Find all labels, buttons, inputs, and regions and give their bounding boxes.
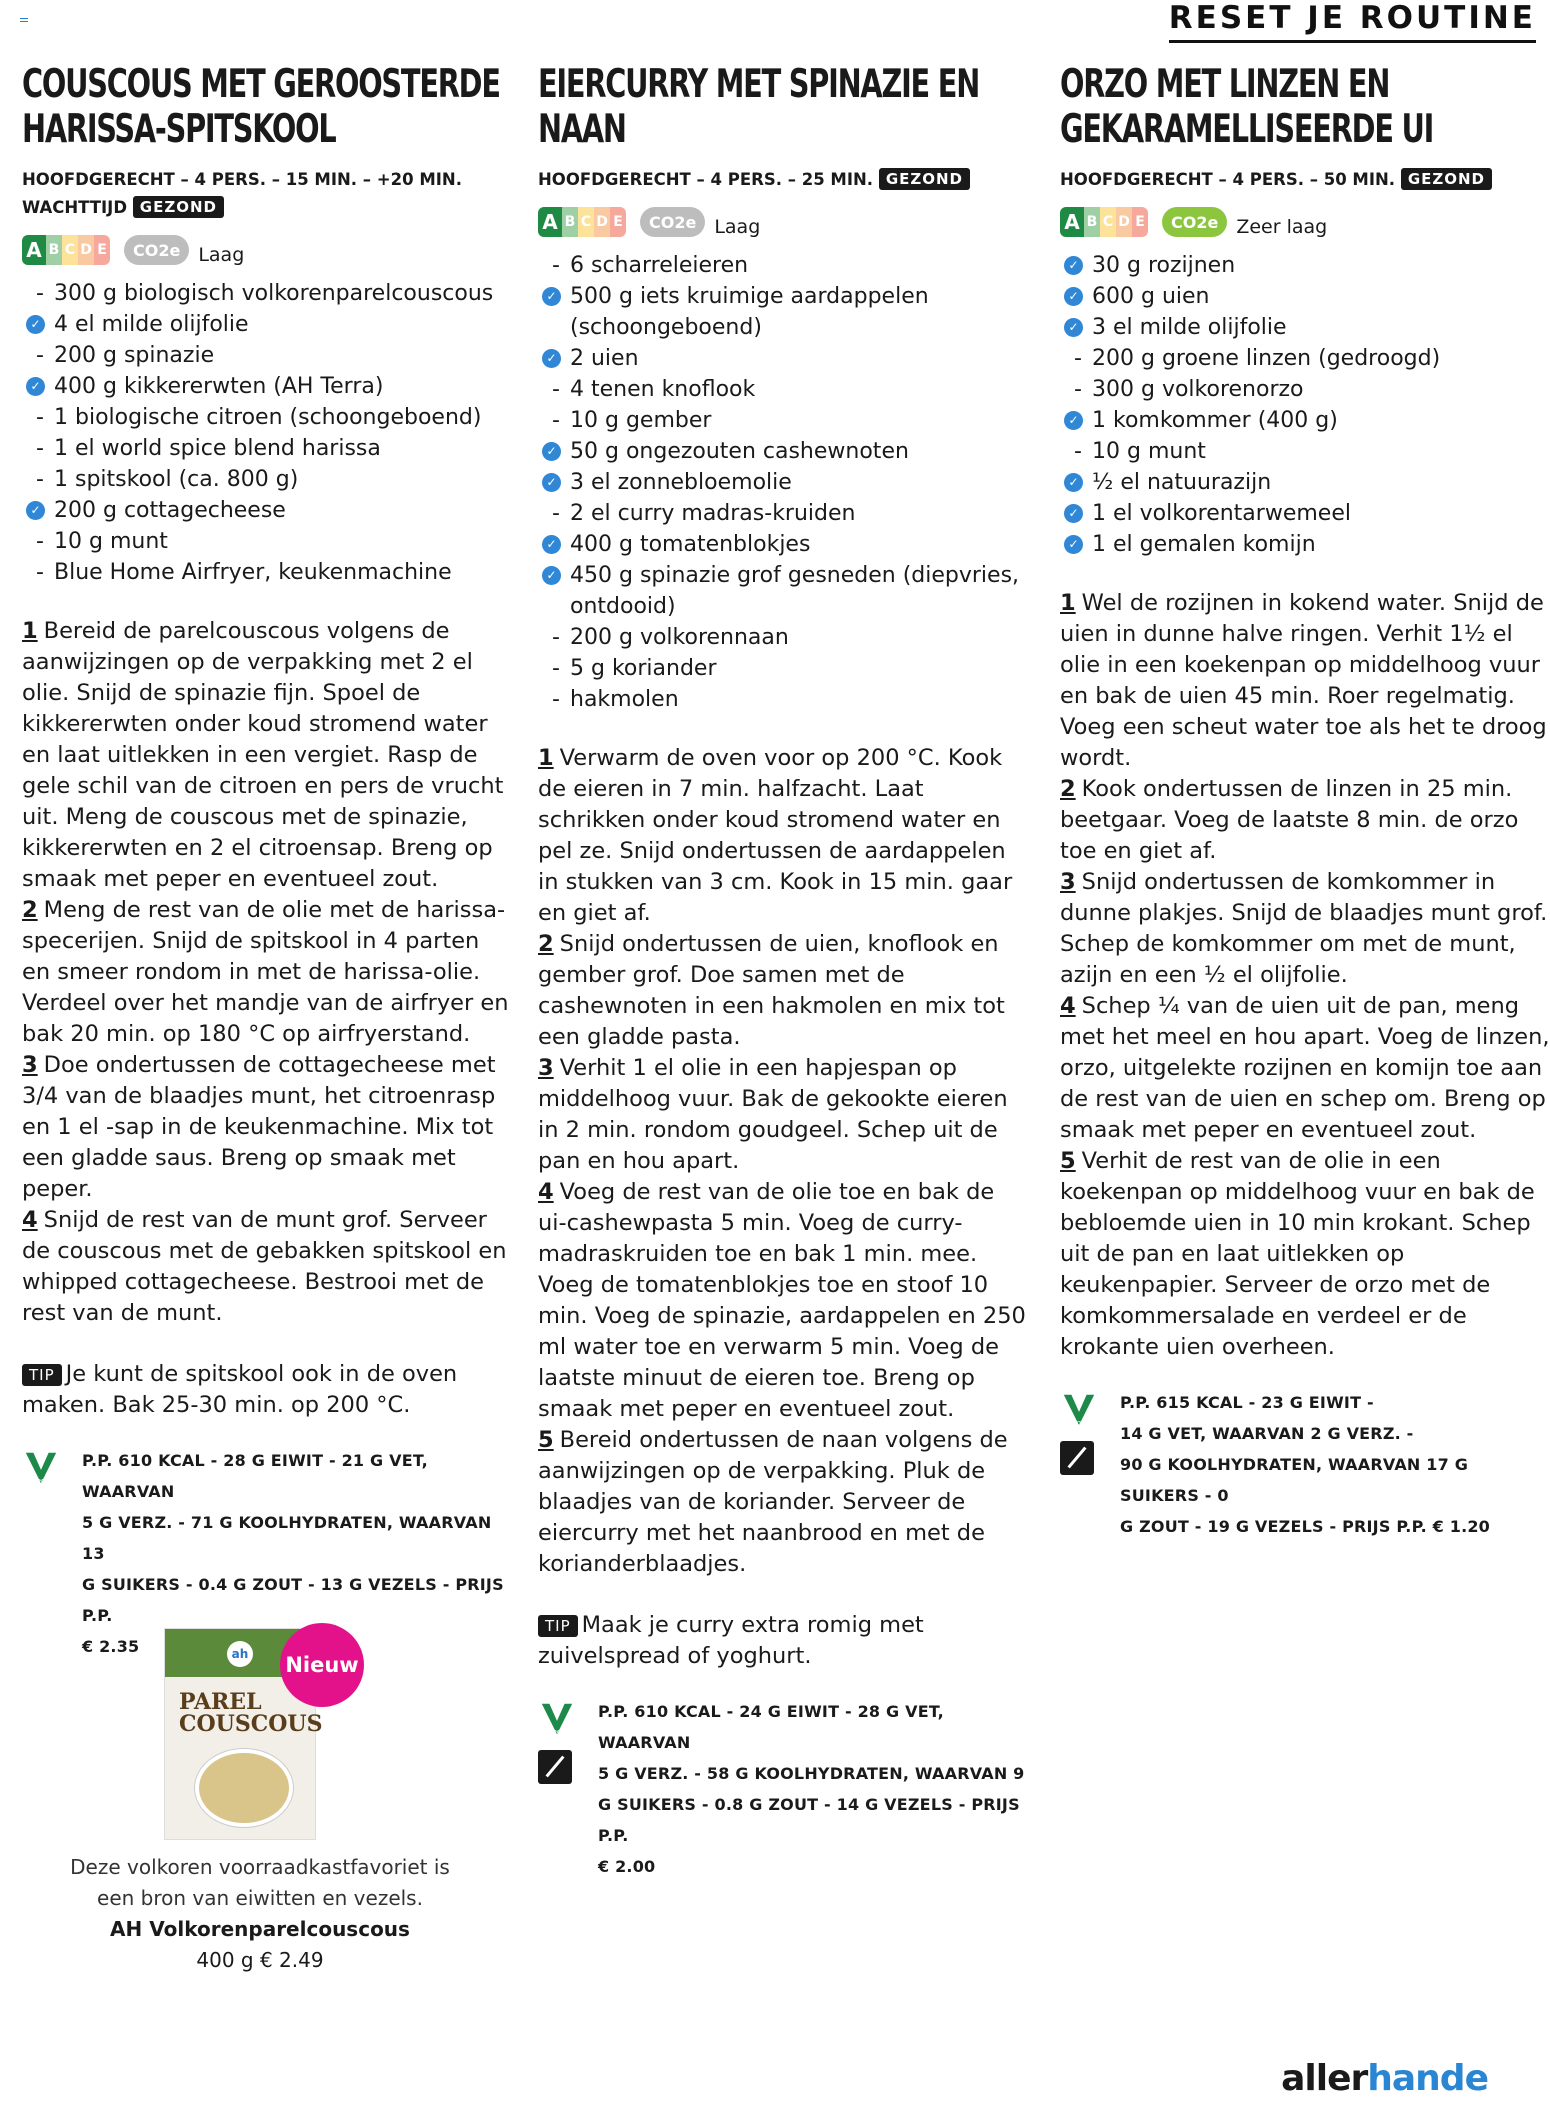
- step: 5 Bereid ondertussen de naan volgens de aanwijzingen op de verpakking. Pluk de blaadjes van de koriander. Serveer de eiercurry met het naanbrood en met de korianderblaadjes.: [538, 1427, 1008, 1577]
- gluten-free-icon: [538, 1750, 572, 1784]
- step: 3 Verhit 1 el olie in een hapjespan op middelhoog vuur. Bak de gekookte eieren in 2 min. rondom goudgeel. Schep uit de pan en hou apart.: [538, 1055, 1008, 1174]
- ingredient: ✓ 4 el milde olijfolie: [22, 309, 512, 340]
- co2-label: Laag: [198, 244, 245, 266]
- steps: [1060, 588, 1550, 1363]
- tip-badge: TIP: [538, 1615, 578, 1637]
- step: 2 Snijd ondertussen de uien, knoflook en gember grof. Doe samen met de cashewnoten in een hakmolen en mix tot een gladde pasta.: [538, 931, 1005, 1050]
- recipe-title: ORZO MET LINZEN EN GEKARAMELLISEERDE UI: [1060, 62, 1434, 152]
- ingredient: ✓ 2 uien: [538, 343, 1028, 374]
- ingredient: - 200 g groene linzen (gedroogd): [1074, 346, 1441, 371]
- basic-icon: ✓: [26, 315, 45, 334]
- co2-cloud-icon: CO2e: [124, 235, 189, 265]
- ingredient: ✓ 1 komkommer (400 g): [1060, 405, 1550, 436]
- ingredient: ✓ 3 el milde olijfolie: [1060, 312, 1550, 343]
- basic-icon: ✓: [542, 442, 561, 461]
- product-price: 400 g € 2.49: [196, 1948, 324, 1972]
- ingredient: - Blue Home Airfryer, keukenmachine: [36, 560, 452, 585]
- vega-icon: [538, 1700, 576, 1738]
- ingredient: ✓ 200 g cottagecheese: [22, 495, 512, 526]
- basic-icon: ✓: [26, 377, 45, 396]
- co2-cloud-icon: CO2e: [640, 207, 705, 237]
- steps: [22, 616, 512, 1329]
- allerhande-logo: allerhande: [1281, 2058, 1488, 2099]
- vega-icon: [22, 1449, 60, 1487]
- basic-icon: ✓: [1064, 256, 1083, 275]
- ingredient: - 6 scharreleieren: [552, 253, 749, 278]
- corner-mark: [20, 18, 28, 23]
- co2-label: Zeer laag: [1236, 216, 1328, 238]
- basic-icon: ✓: [26, 501, 45, 520]
- step: 2 Kook ondertussen de linzen in 25 min. beetgaar. Voeg de laatste 8 min. de orzo toe en giet af.: [1060, 776, 1519, 864]
- nutrition-info: Vegan P.P. 615 KCAL - 23 G EIWIT - 14 G VET, WAARVAN 2 G VERZ. - 90 G KOOLHYDRATEN, WAARVAN 17 G SUIKERS - 0 G ZOUT - 19 G VEZELS - PRIJS P.P. € 1.20: [1060, 1387, 1550, 1542]
- recipe-eiercurry: [538, 62, 1028, 1882]
- step: 1 Wel de rozijnen in kokend water. Snijd de uien in dunne halve ringen. Verhit 1½ el olie in een koekenpan op middelhoog vuur en bak de uien 45 min. Roer regelmatig. Voeg een scheut water toe als het te droog wordt.: [1060, 590, 1547, 771]
- recipe-meta: HOOFDGERECHT – 4 PERS. – 50 MIN. GEZOND: [1060, 166, 1550, 194]
- vegan-icon: [1060, 1391, 1098, 1429]
- ingredient: ✓ 30 g rozijnen: [1060, 250, 1550, 281]
- nutri-score-icon: A B C D E: [1060, 207, 1148, 237]
- new-badge: Nieuw: [280, 1623, 364, 1707]
- ingredient: ✓ 1 el gemalen komijn: [1060, 529, 1550, 560]
- nutrition-info: Vega P.P. 610 KCAL - 24 G EIWIT - 28 G VET, WAARVAN 5 G VERZ. - 58 G KOOLHYDRATEN, WAARVAN 9 G SUIKERS - 0.8 G ZOUT - 14 G VEZELS - PRIJS P.P. € 2.00: [538, 1696, 1028, 1882]
- score-row: [1060, 204, 1550, 240]
- basic-icon: ✓: [1064, 504, 1083, 523]
- step: 1 Bereid de parelcouscous volgens de aanwijzingen op de verpakking met 2 el olie. Snijd de spinazie fijn. Spoel de kikkererwten onder koud stromend water en laat uitlekken in een vergiet. Rasp de gele schil van de citroen en pers de vrucht uit. Meng de couscous met de spinazie, kikkererwten en 2 el citroensap. Breng op smaak met peper en eventueel zout.: [22, 618, 504, 892]
- step: 2 Meng de rest van de olie met de harissa-specerijen. Snijd de spitskool in 4 parten en smeer rondom in met de harissa-olie. Verdeel over het mandje van de airfryer en bak 20 min. op 180 °C op airfryerstand.: [22, 897, 509, 1047]
- recipe-title: EIERCURRY MET SPINAZIE EN NAAN: [538, 62, 980, 152]
- co2-cloud-icon: CO2e: [1162, 207, 1227, 237]
- ingredient: - 1 spitskool (ca. 800 g): [36, 467, 299, 492]
- product-name: AH Volkorenparelcouscous: [110, 1917, 410, 1941]
- step: 1 Verwarm de oven voor op 200 °C. Kook de eieren in 7 min. halfzacht. Laat schrikken onder koud stromend water en pel ze. Snijd ondertussen de aardappelen in stukken van 3 cm. Kook in 15 min. gaar en giet af.: [538, 745, 1013, 926]
- nutri-score-icon: A B C D E: [22, 235, 110, 265]
- ingredient: - 300 g biologisch volkorenparelcouscous: [36, 281, 494, 306]
- ingredient: - 200 g spinazie: [36, 343, 215, 368]
- section-title: RESET JE ROUTINE: [1169, 0, 1536, 43]
- basic-icon: ✓: [542, 566, 561, 585]
- gezond-badge: GEZOND: [1401, 168, 1492, 190]
- basic-icon: ✓: [1064, 318, 1083, 337]
- nutrition-info: Vega P.P. 610 KCAL - 28 G EIWIT - 21 G VET, WAARVAN 5 G VERZ. - 71 G KOOLHYDRATEN, WAARVAN 13 G SUIKERS - 0.4 G ZOUT - 13 G VEZELS - PRIJS P.P. € 2.35: [22, 1445, 512, 1662]
- ingredient: ✓ 1 el volkorentarwemeel: [1060, 498, 1550, 529]
- recipe-couscous: [22, 62, 512, 1662]
- ingredient: ✓ 450 g spinazie grof gesneden (diepvries, ontdooid): [538, 560, 1028, 622]
- basic-icon: ✓: [542, 535, 561, 554]
- ingredient: - 2 el curry madras-kruiden: [552, 501, 856, 526]
- recipe-title: COUSCOUS MET GEROOSTERDE HARISSA-SPITSKOOL: [22, 62, 500, 152]
- steps: [538, 743, 1028, 1580]
- ingredient-list: [538, 250, 1028, 715]
- ingredient: - 10 g gember: [552, 408, 712, 433]
- gezond-badge: GEZOND: [879, 168, 970, 190]
- ah-logo-icon: ah: [227, 1641, 253, 1667]
- ingredient: ✓ 3 el zonnebloemolie: [538, 467, 1028, 498]
- co2-label: Laag: [714, 216, 761, 238]
- gezond-badge: GEZOND: [133, 196, 224, 218]
- tip: TIP Je kunt de spitskool ook in de oven maken. Bak 25-30 min. op 200 °C.: [22, 1361, 458, 1418]
- product-description: Deze volkoren voorraadkastfavoriet is een bron van eiwitten en vezels.: [70, 1855, 450, 1910]
- recipe-meta: HOOFDGERECHT – 4 PERS. – 15 MIN. – +20 MIN. WACHTTIJD GEZOND: [22, 170, 462, 217]
- ingredient: - 1 el world spice blend harissa: [36, 436, 381, 461]
- basic-icon: ✓: [1064, 535, 1083, 554]
- recipe-meta: HOOFDGERECHT – 4 PERS. – 25 MIN. GEZOND: [538, 166, 1028, 194]
- score-row: [538, 204, 1028, 240]
- ingredient: ✓ 400 g kikkererwten (AH Terra): [22, 371, 512, 402]
- basic-icon: ✓: [542, 287, 561, 306]
- nutri-score-icon: A B C D E: [538, 207, 626, 237]
- tip-badge: TIP: [22, 1364, 62, 1386]
- ingredient: - hakmolen: [552, 687, 679, 712]
- ingredient-list: [1060, 250, 1550, 560]
- basic-icon: ✓: [1064, 411, 1083, 430]
- ingredient: - 10 g munt: [1074, 439, 1206, 464]
- svg-text:Vega: Vega: [548, 1728, 566, 1737]
- gluten-free-icon: [1060, 1441, 1094, 1475]
- step: 5 Verhit de rest van de olie in een koekenpan op middelhoog vuur en bak de bebloemde uien in 10 min krokant. Schep uit de pan en laat uitlekken op keukenpapier. Serveer de orzo met de komkommersalade en verdeel er de krokante uien overheen.: [1060, 1148, 1535, 1360]
- ingredient-list: [22, 278, 512, 588]
- step: 3 Doe ondertussen de cottagecheese met 3/4 van de blaadjes munt, het citroenrasp en 1 el -sap in de keukenmachine. Mix tot een gladde saus. Breng op smaak met peper.: [22, 1052, 496, 1202]
- ingredient: - 10 g munt: [36, 529, 168, 554]
- product-pack-image: ah PAREL COUSCOUS: [164, 1628, 316, 1840]
- basic-icon: ✓: [542, 349, 561, 368]
- svg-text:Vegan: Vegan: [1068, 1419, 1090, 1428]
- bowl-icon: [195, 1749, 293, 1827]
- step: 3 Snijd ondertussen de komkommer in dunne plakjes. Snijd de blaadjes munt grof. Schep de komkommer om met de munt, azijn en een ½ el olijfolie.: [1060, 869, 1548, 988]
- ingredient: - 300 g volkorenorzo: [1074, 377, 1304, 402]
- basic-icon: ✓: [1064, 473, 1083, 492]
- step: 4 Schep ¼ van de uien uit de pan, meng met het meel en hou apart. Voeg de linzen, orzo, uitgelekte rozijnen en komijn toe aan de rest van de uien en schep om. Breng op smaak met peper en eventueel zout.: [1060, 993, 1550, 1143]
- ingredient: ✓ ½ el natuurazijn: [1060, 467, 1550, 498]
- ingredient: - 5 g koriander: [552, 656, 717, 681]
- basic-icon: ✓: [1064, 287, 1083, 306]
- tip: TIP Maak je curry extra romig met zuivelspread of yoghurt.: [538, 1612, 924, 1669]
- basic-icon: ✓: [542, 473, 561, 492]
- ingredient: - 200 g volkorennaan: [552, 625, 789, 650]
- ingredient: - 1 biologische citroen (schoongeboend): [36, 405, 482, 430]
- ingredient: ✓ 500 g iets kruimige aardappelen (schoongeboend): [538, 281, 1028, 343]
- step: 4 Voeg de rest van de olie toe en bak de ui-cashewpasta 5 min. Voeg de curry-madraskruiden toe en bak 1 min. mee. Voeg de tomatenblokjes toe en stoof 10 min. Voeg de spinazie, aardappelen en 250 ml water toe en verwarm 5 min. Voeg de laatste minuut de eieren toe. Breng op smaak met peper en eventueel zout.: [538, 1179, 1026, 1422]
- step: 4 Snijd de rest van de munt grof. Serveer de couscous met de gebakken spitskool en whipped cottagecheese. Bestrooi met de rest van de munt.: [22, 1207, 507, 1326]
- recipe-orzo: [1060, 62, 1550, 1542]
- product-promo: [70, 1628, 450, 1976]
- ingredient: ✓ 400 g tomatenblokjes: [538, 529, 1028, 560]
- ingredient: ✓ 50 g ongezouten cashewnoten: [538, 436, 1028, 467]
- score-row: [22, 232, 512, 268]
- svg-text:Vega: Vega: [32, 1477, 50, 1486]
- ingredient: ✓ 600 g uien: [1060, 281, 1550, 312]
- ingredient: - 4 tenen knoflook: [552, 377, 756, 402]
